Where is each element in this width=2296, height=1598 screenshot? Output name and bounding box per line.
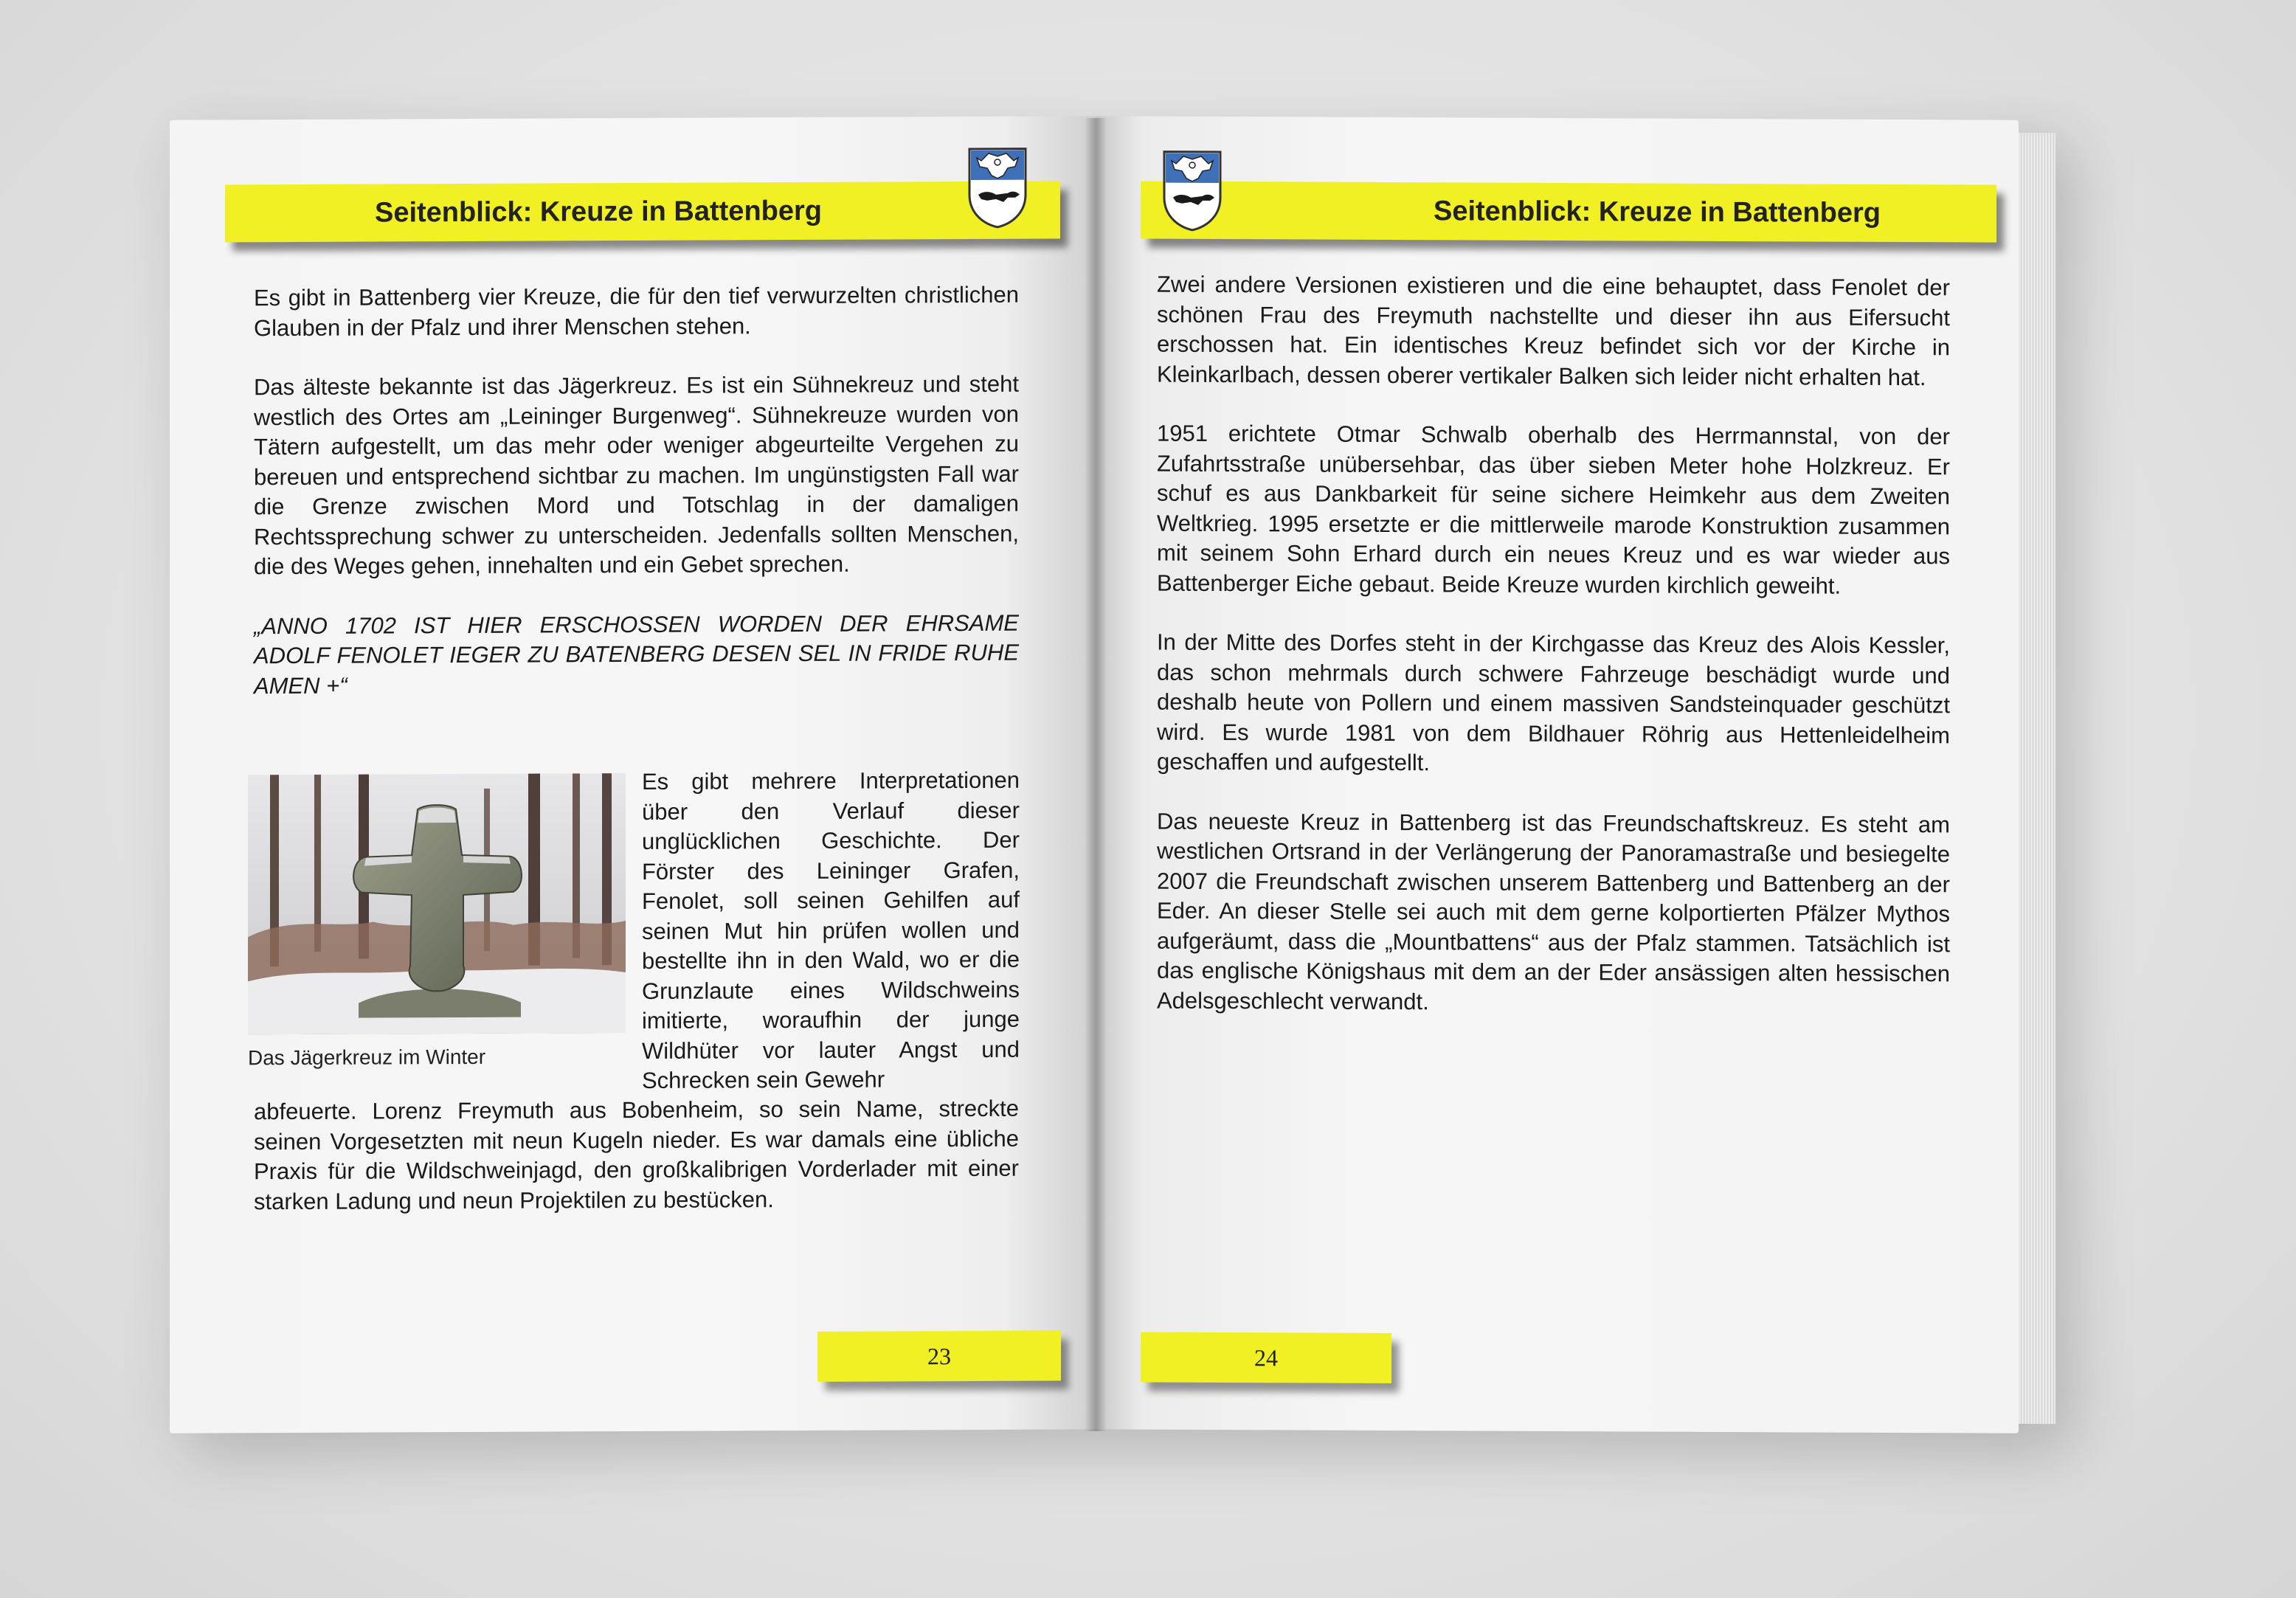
inscription-quote: „ANNO 1702 IST HIER ERSCHOSSEN WORDEN DER EHRSAME ADOLF FENOLET IEGER ZU BATENBERG DESEN SEL IN FRIDE RUHE AMEN +“ bbox=[254, 609, 1019, 699]
paragraph: 1951 erichtete Otmar Schwalb oberhalb des Herrmannstal, von der Zufahrtsstraße unübersehbar, das über sieben Meter hohe Holzkreuz. Er schuf es aus Dankbarkeit für seine sichere Heimkehr aus dem Zweiten Weltkrieg. 1995 ersetzte er die mittlerweile marode Konstruktion zusammen mit seinem Sohn Erhard durch ein neues Kreuz und es war wieder aus Battenberger Eiche gebaut. Beide Kreuze wurden kirchlich geweiht. bbox=[1157, 420, 1950, 599]
left-header-title: Seitenblick: Kreuze in Battenberg bbox=[374, 195, 822, 229]
right-main-text bbox=[1157, 270, 1950, 1049]
right-header-title: Seitenblick: Kreuze in Battenberg bbox=[1433, 195, 1881, 229]
page-number-left: 23 bbox=[817, 1330, 1061, 1381]
book-spine bbox=[1085, 118, 1107, 1431]
continued-text: abfeuerte. Lorenz Freymuth aus Bobenheim, so sein Name, streckte seinen Vorgesetzten mit neun Kugeln nieder. Es war damals eine übliche Praxis für die Wildschweinjagd, den großkalibrigen Vorderlader mit einer starken Ladung und neun Projektilen zu bestücken. bbox=[254, 1095, 1019, 1214]
paragraph: Das neueste Kreuz in Battenberg ist das Freundschaftskreuz. Es steht am westlichen Ortsrand in der Verlängerung der Panoramastraße und besiegelte 2007 die Freundschaft zwischen unserem Battenberg und Battenberg an der Eder. An dieser Stelle sei auch mit dem gerne kolportierten Pfälzer Mythos aufgeräumt, dass die „Mountbattens“ aus der Pfalz stammen. Tatsächlich ist das englische Königshaus mit dem an der Eder ansässigen alten hessischen Adelsgeschlecht verwandt. bbox=[1157, 808, 1950, 1014]
cross-photo bbox=[248, 773, 626, 1034]
photo-caption: Das Jägerkreuz im Winter bbox=[248, 1045, 486, 1070]
coat-of-arms-icon bbox=[967, 146, 1028, 229]
coat-of-arms-icon bbox=[1161, 149, 1223, 232]
left-page bbox=[170, 116, 1096, 1433]
left-main-text bbox=[254, 280, 1019, 731]
paragraph: Zwei andere Versionen existieren und die eine behauptet, dass Fenolet der schönen Frau des Freymuth nachstellte und dieser ihn aus Eifersucht erschossen hat. Ein identisches Kreuz befindet sich vor der Kirche in Kleinkarlbach, dessen oberer vertikaler Balken sich leider nicht erhalten hat. bbox=[1157, 271, 1950, 390]
paragraph: Es gibt in Battenberg vier Kreuze, die für den tief verwurzelten christlichen Glauben in der Pfalz und ihrer Menschen stehen. bbox=[254, 281, 1019, 341]
paragraph: Das älteste bekannte ist das Jägerkreuz. Es ist ein Sühnekreuz und steht westlich des Ortes am „Leininger Burgenweg“. Sühnekreuze wurden von Tätern aufgestellt, um das mehr oder weniger abgeurteilte Vergehen zu bereuen und entsprechend sichtbar zu machen. Im ungünstigsten Fall war die Grenze zwischen Mord und Totschlag in der damaligen Rechtssprechung schwer zu unterscheiden. Jedenfalls sollten Menschen, die des Weges gehen, innehalten und ein Gebet sprechen. bbox=[254, 370, 1019, 580]
float-text: Es gibt mehrere Interpretationen über den Verlauf dieser unglücklichen Geschichte. Der Förster des Leininger Grafen, Fenolet, soll seinen Gehilfen auf seinen Mut hin prüfen wollen und bestellte ihn in den Wald, wo er die Grunzlaute eines Wildschweins imitierte, woraufhin der junge Wildhüter vor lauter Angst und Schrecken sein Gewehr bbox=[642, 767, 1020, 1093]
left-header-bar bbox=[225, 181, 1060, 242]
right-header-bar bbox=[1141, 181, 1996, 243]
page-stack-edge bbox=[2019, 133, 2055, 1424]
paragraph: In der Mitte des Dorfes steht in der Kirchgasse das Kreuz des Alois Kessler, das schon mehrmals durch schwere Fahrzeuge beschädigt wurde und deshalb heute von Pollern und einem massiven Sandsteinquader geschützt wird. Es wurde 1981 von dem Bildhauer Röhrig aus Hettenleidelheim geschaffen und aufgestellt. bbox=[1157, 629, 1950, 776]
page-number-right: 24 bbox=[1141, 1332, 1391, 1383]
right-page bbox=[1096, 116, 2019, 1433]
